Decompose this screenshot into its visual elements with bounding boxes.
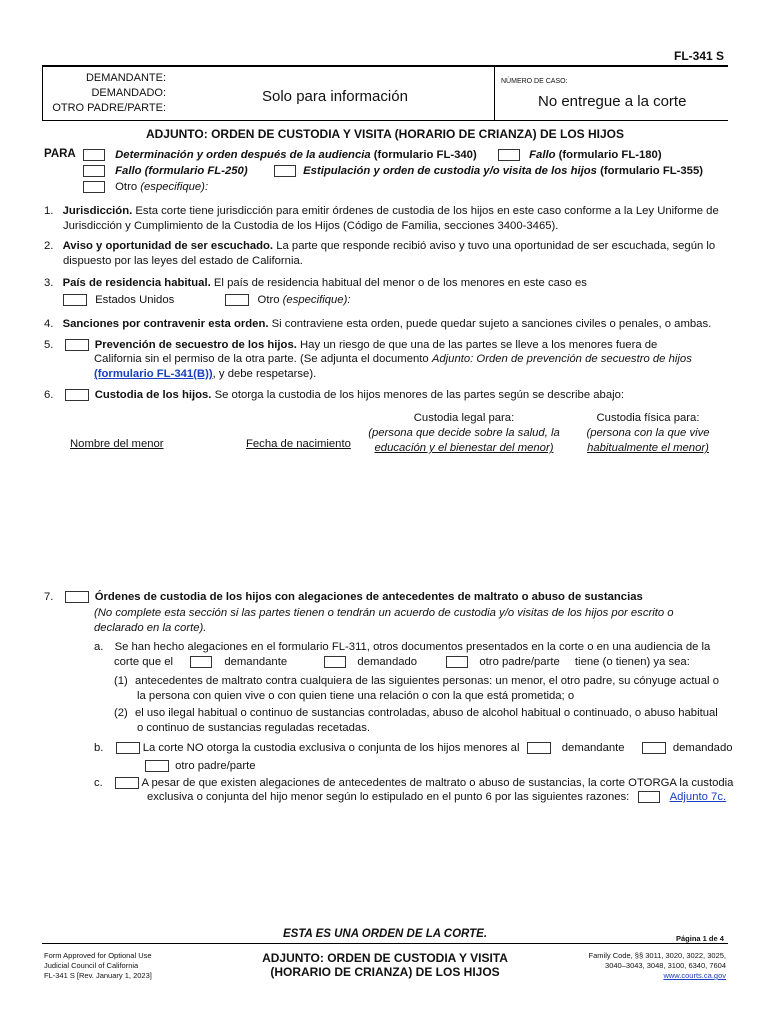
item-7a-parties: corte que el demandante demandado otro padre/parte tiene (o tienen) ya sea: (114, 656, 690, 668)
item-7c: c. A pesar de que existen alegaciones de antecedentes de maltrato o abuso de sustancias, la corte OTORGA la custodia (94, 777, 734, 789)
item-2: 2. Aviso y oportunidad de ser escuchado. La parte que responde recibió aviso y tuvo una oportunidad de ser escuchada, según lo (44, 240, 716, 252)
fl355-checkbox[interactable] (274, 165, 296, 177)
7c-attachment-checkbox[interactable] (638, 791, 660, 803)
item-7: 7. Órdenes de custodia de los hijos con alegaciones de antecedentes de maltrato o abuso de sustancias (44, 591, 643, 603)
para-row-1b: Fallo (formulario FL-180) (498, 148, 662, 163)
7b-other-parent-checkbox[interactable] (145, 760, 169, 772)
item-3-options: Estados Unidos Otro (especifique): (63, 293, 350, 308)
item-7c-cont: exclusiva o conjunta del hijo menor según lo estipulado en el punto 6 por las siguientes razones: Adjunto 7c. (147, 791, 727, 803)
col-birth-date: Fecha de nacimiento (246, 438, 351, 450)
item-1: 1. Jurisdicción. Esta corte tiene jurisdicción para emitir órdenes de custodia de los hijos en este caso conforme a la Ley Uniforme de (44, 205, 719, 217)
7a-petitioner-checkbox[interactable] (190, 656, 212, 668)
item-7-note-cont: declarado en la corte). (94, 622, 207, 634)
other-form-checkbox[interactable] (83, 181, 105, 193)
respondent-label: DEMANDADO: (91, 87, 166, 99)
item-7a2-cont: o continuo de sustancias reguladas recetadas. (137, 722, 370, 734)
caption-box (42, 65, 728, 121)
item-4: 4. Sanciones por contravenir esta orden. Si contraviene esta orden, puede quedar sujeto a sanciones civiles o penales, o ambas. (44, 318, 712, 330)
item-1-cont: Jurisdicción y Cumplimiento de la Custodia de los Hijos (Código de Familia, secciones 3400-3465). (63, 220, 559, 232)
case-number-label: NÚMERO DE CASO: (501, 78, 568, 85)
info-only-text: Solo para información (262, 88, 408, 105)
item-2-cont: dispuesto por las leyes del estado de California. (63, 255, 303, 267)
court-order-notice: ESTA ES UNA ORDEN DE LA CORTE. (283, 928, 488, 940)
item-7a: a. Se han hecho alegaciones en el formulario FL-311, otros documentos presentados en la corte o en una audiencia de la (94, 641, 711, 653)
custody-checkbox[interactable] (65, 389, 89, 401)
fl341b-link[interactable]: (formulario FL-341(B)) (94, 368, 213, 380)
item-5: 5. Prevención de secuestro de los hijos. Hay un riesgo de que una de las partes se lleve a los menores fuera de (44, 339, 658, 351)
para-row-2: Fallo (formulario FL-250) (83, 164, 248, 179)
item-3: 3. País de residencia habitual. El país de residencia habitual del menor o de los menores en este caso es (44, 277, 587, 289)
item-6: 6. Custodia de los hijos. Se otorga la custodia de los hijos menores de las partes según se describe abajo: (44, 389, 625, 401)
item-7b-other: otro padre/parte (145, 759, 256, 774)
footer-right: Family Code, §§ 3011, 3020, 3022, 3025, 3040–3043, 3048, 3100, 6340, 7604 www.courts.ca.gov (588, 951, 726, 980)
col-legal-custody: Custodia legal para: (persona que decide sobre la salud, la educación y el bienestar del menor) (368, 412, 560, 454)
us-checkbox[interactable] (63, 294, 87, 306)
page-number: Página 1 de 4 (676, 934, 724, 943)
7b-checkbox[interactable] (116, 742, 140, 754)
footer-title: ADJUNTO: ORDEN DE CUSTODIA Y VISITA (HORARIO DE CRIANZA) DE LOS HIJOS (262, 951, 508, 979)
item-7a1: (1) antecedentes de maltrato contra cualquiera de las siguientes personas: un menor, el otro padre, su cónyuge actual o (114, 675, 719, 687)
form-id: FL-341 S (673, 49, 724, 63)
fl250-checkbox[interactable] (83, 165, 105, 177)
page-title: ADJUNTO: ORDEN DE CUSTODIA Y VISITA (HORARIO DE CRIANZA) DE LOS HIJOS (145, 127, 625, 141)
7b-respondent-checkbox[interactable] (642, 742, 666, 754)
para-row-1: Determinación y orden después de la audiencia (formulario FL-340) (83, 148, 477, 163)
fl180-checkbox[interactable] (498, 149, 520, 161)
col-child-name: Nombre del menor (70, 438, 164, 450)
item-7b: b. La corte NO otorga la custodia exclusiva o conjunta de los hijos menores al demandante demandado (94, 742, 733, 754)
7b-petitioner-checkbox[interactable] (527, 742, 551, 754)
footer-left: Form Approved for Optional Use Judicial Council of California FL-341 S [Rev. January 1, 2023] (44, 951, 152, 980)
para-row-2b: Estipulación y orden de custodia y/o visita de los hijos (formulario FL-355) (274, 164, 703, 179)
abduction-checkbox[interactable] (65, 339, 89, 351)
item-7a2: (2) el uso ilegal habitual o continuo de sustancias controladas, abuso de alcohol habitual o continuado, o abuso habitual (114, 707, 718, 719)
fl340-checkbox[interactable] (83, 149, 105, 161)
7a-other-parent-checkbox[interactable] (446, 656, 468, 668)
other-parent-label: OTRO PADRE/PARTE: (52, 102, 166, 114)
para-label: PARA (44, 148, 76, 160)
other-country-checkbox[interactable] (225, 294, 249, 306)
item-7a1-cont: la persona con quien vive o con quien tiene una relación o con la que está prometida; o (137, 690, 575, 702)
courts-website-link[interactable]: www.courts.ca.gov (663, 971, 726, 980)
party-labels (48, 71, 166, 116)
item-5-cont2: (formulario FL-341(B)), y debe respetarse). (94, 368, 317, 380)
do-not-deliver-text: No entregue a la corte (538, 93, 687, 110)
abuse-allegation-checkbox[interactable] (65, 591, 89, 603)
col-physical-custody: Custodia física para: (persona con la que vive habitualmente el menor) (586, 412, 710, 454)
7c-checkbox[interactable] (115, 777, 139, 789)
attachment-7c-link[interactable]: Adjunto 7c. (669, 791, 727, 803)
petitioner-label: DEMANDANTE: (85, 72, 166, 84)
para-row-3: Otro (especifique): (83, 180, 208, 195)
item-5-cont: California sin el permiso de la otra parte. (Se adjunta el documento Adjunto: Orden de prevención de secuestro de hijos (94, 353, 692, 365)
item-7-note: (No complete esta sección si las partes tienen o tendrán un acuerdo de custodia y/o visitas de los hijos por escrito o (94, 607, 674, 619)
footer-rule (42, 943, 728, 944)
7a-respondent-checkbox[interactable] (324, 656, 346, 668)
